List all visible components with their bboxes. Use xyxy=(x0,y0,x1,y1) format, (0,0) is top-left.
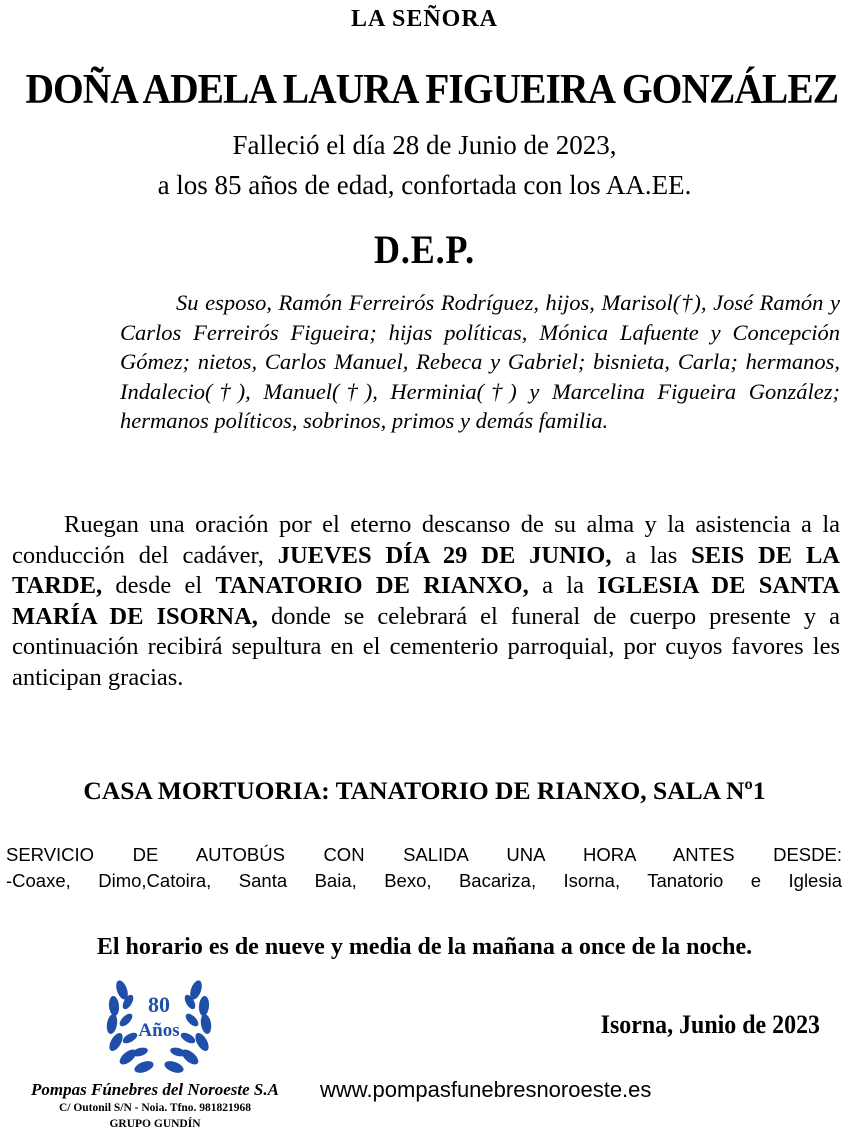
prayer-text-5: donde se celebrará el funeral de cuerpo presente y a continuación recibirá sepultura en el cementerio parroquial, por cuyos favores les anticipan gracias. xyxy=(12,602,840,691)
bus-service-stops: -Coaxe, Dimo,Catoira, Santa Baia, Bexo, Bacariza, Isorna, Tanatorio e Iglesia xyxy=(6,870,842,891)
place-date: Isorna, Junio de 2023 xyxy=(600,1010,820,1039)
prayer-text-3: desde el xyxy=(102,572,216,599)
death-date-line: Falleció el día 28 de Junio de 2023, xyxy=(232,130,617,160)
prayer-church: IGLESIA DE SANTA MARÍA DE ISORNA, xyxy=(12,572,840,630)
dep-heading: D.E.P. xyxy=(373,227,476,272)
deceased-name: DOÑA ADELA LAURA FIGUEIRA GONZÁLEZ xyxy=(25,67,839,113)
website-link[interactable]: www.pompasfunebresnoroeste.es xyxy=(320,1077,652,1102)
prayer-text-1: Ruegan una oración por el eterno descanso de su alma y la asistencia a la conducción del cadáver, xyxy=(12,511,840,569)
prayer-day: JUEVES DÍA 29 DE JUNIO, xyxy=(277,541,612,569)
death-age-line: a los 85 años de edad, confortada con los AA.EE. xyxy=(157,170,692,200)
bus-service-title: SERVICIO DE AUTOBÚS CON SALIDA UNA HORA ANTES DESDE: xyxy=(6,844,842,865)
bus-service xyxy=(6,842,842,894)
anniversary-logo xyxy=(100,972,218,1080)
casa-mortuoria: CASA MORTUORIA: TANATORIO DE RIANXO, SALA Nº1 xyxy=(83,776,766,805)
company-name: Pompas Fúnebres del Noroeste S.A xyxy=(31,1080,279,1099)
prayer-text-4: a la xyxy=(528,572,598,599)
prayer-origin: TANATORIO DE RIANXO, xyxy=(215,572,529,599)
prayer-text-2: a las xyxy=(611,541,692,569)
company-group: GRUPO GUNDÍN xyxy=(109,1118,201,1130)
company-address: C/ Outonil S/N - Noia. Tfno. 981821968 xyxy=(58,1102,252,1114)
logo-number: 80 xyxy=(148,992,170,1017)
laurel-wreath-icon xyxy=(100,972,218,1080)
prayer-paragraph xyxy=(12,510,840,693)
opening-hours: El horario es de nueve y media de la mañana a once de la noche. xyxy=(96,934,753,960)
logo-word: Años xyxy=(138,1020,180,1041)
header-title: LA SEÑORA xyxy=(350,6,499,32)
family-paragraph: Su esposo, Ramón Ferreirós Rodríguez, hijos, Marisol(†), José Ramón y Carlos Ferreirós Figueira; hijas políticas, Mónica Lafuente y Concepción Gómez; nietos, Carlos Manuel, Rebeca y Gabriel; bisnieta, Carla; hermanos, Indalecio(†), Manuel(†), Herminia(†) y Marcelina Figueira González; hermanos políticos, sobrinos, primos y demás familia. xyxy=(120,290,840,433)
prayer-time: SEIS DE LA TARDE, xyxy=(12,541,840,599)
